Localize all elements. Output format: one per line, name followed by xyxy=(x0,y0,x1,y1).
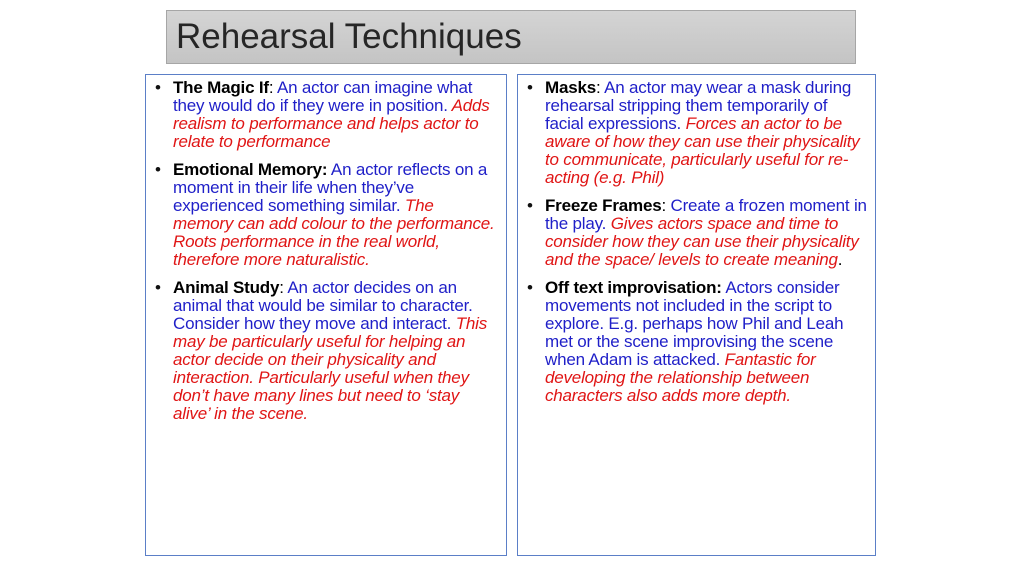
term-label: Freeze Frames xyxy=(545,196,662,215)
term-label: Off text improvisation: xyxy=(545,278,722,297)
list-item-freeze-frames xyxy=(526,197,867,269)
emphasis-text: This may be particularly useful for helping an actor decide on their physicality and interaction. Particularly useful when they don’t have many lines but need to ‘stay alive’ in the scene. xyxy=(173,314,488,423)
tail-text: ) xyxy=(658,168,665,187)
emphasis-text: Fantastic for developing the relationship between characters also adds more depth. xyxy=(545,350,816,405)
term-label: Masks xyxy=(545,78,596,97)
list-item-masks xyxy=(526,79,867,187)
list-item-off-text-improvisation xyxy=(526,279,867,405)
description-text: An actor can imagine what they would do if they were in position. xyxy=(173,78,473,115)
emphasis-text: The memory can add colour to the performance. Roots performance in the real world, therefore more naturalistic xyxy=(173,196,495,269)
term-separator: : xyxy=(279,278,284,297)
bullet-icon: • xyxy=(155,278,161,297)
left-panel xyxy=(145,74,507,556)
list-item-emotional-memory xyxy=(154,161,498,269)
bullet-icon: • xyxy=(155,160,161,179)
term-label: Animal Study xyxy=(173,278,280,297)
description-text: An actor may wear a mask during rehearsal stripping them temporarily of facial expressions. xyxy=(545,78,852,133)
description-text: Actors consider movements not included in the script to explore. E.g. perhaps how Phil and Leah met or the scene improvising the scene when Adam is attacked. xyxy=(545,278,844,369)
bullet-icon: • xyxy=(527,278,533,297)
emphasis-text: Gives actors space and time to consider how they can use their physicality and the space/ levels to create meaning xyxy=(545,214,859,269)
bullet-icon: • xyxy=(527,78,533,97)
emphasis-text: Forces an actor to be aware of how they can use their physicality to communicate, particularly useful for re-acting (e.g. Phil xyxy=(545,114,860,187)
term-separator: : xyxy=(268,78,274,97)
description-text: Create a frozen moment in the play. xyxy=(545,196,867,233)
right-panel xyxy=(517,74,876,556)
term-label: Emotional Memory: xyxy=(173,160,328,179)
bullet-icon: • xyxy=(155,78,161,97)
term-separator: : xyxy=(595,78,601,97)
term-label: The Magic If xyxy=(173,78,269,97)
description-text: An actor decides on an animal that would be similar to character. Consider how they move and interact. xyxy=(173,278,473,333)
term-separator: : xyxy=(661,196,666,215)
slide-title: Rehearsal Techniques xyxy=(176,17,522,56)
left-bullet-list xyxy=(154,79,498,423)
title-bar xyxy=(166,10,856,64)
right-bullet-list xyxy=(526,79,867,405)
list-item-animal-study xyxy=(154,279,498,423)
description-text: An actor reflects on a moment in their life when they’ve experienced something similar. xyxy=(173,160,488,215)
tail-text: . xyxy=(837,250,843,269)
tail-text: . xyxy=(365,250,370,269)
emphasis-text: Adds realism to performance and helps actor to relate to performance xyxy=(173,96,490,151)
bullet-icon: • xyxy=(527,196,533,215)
list-item-magic-if xyxy=(154,79,498,151)
